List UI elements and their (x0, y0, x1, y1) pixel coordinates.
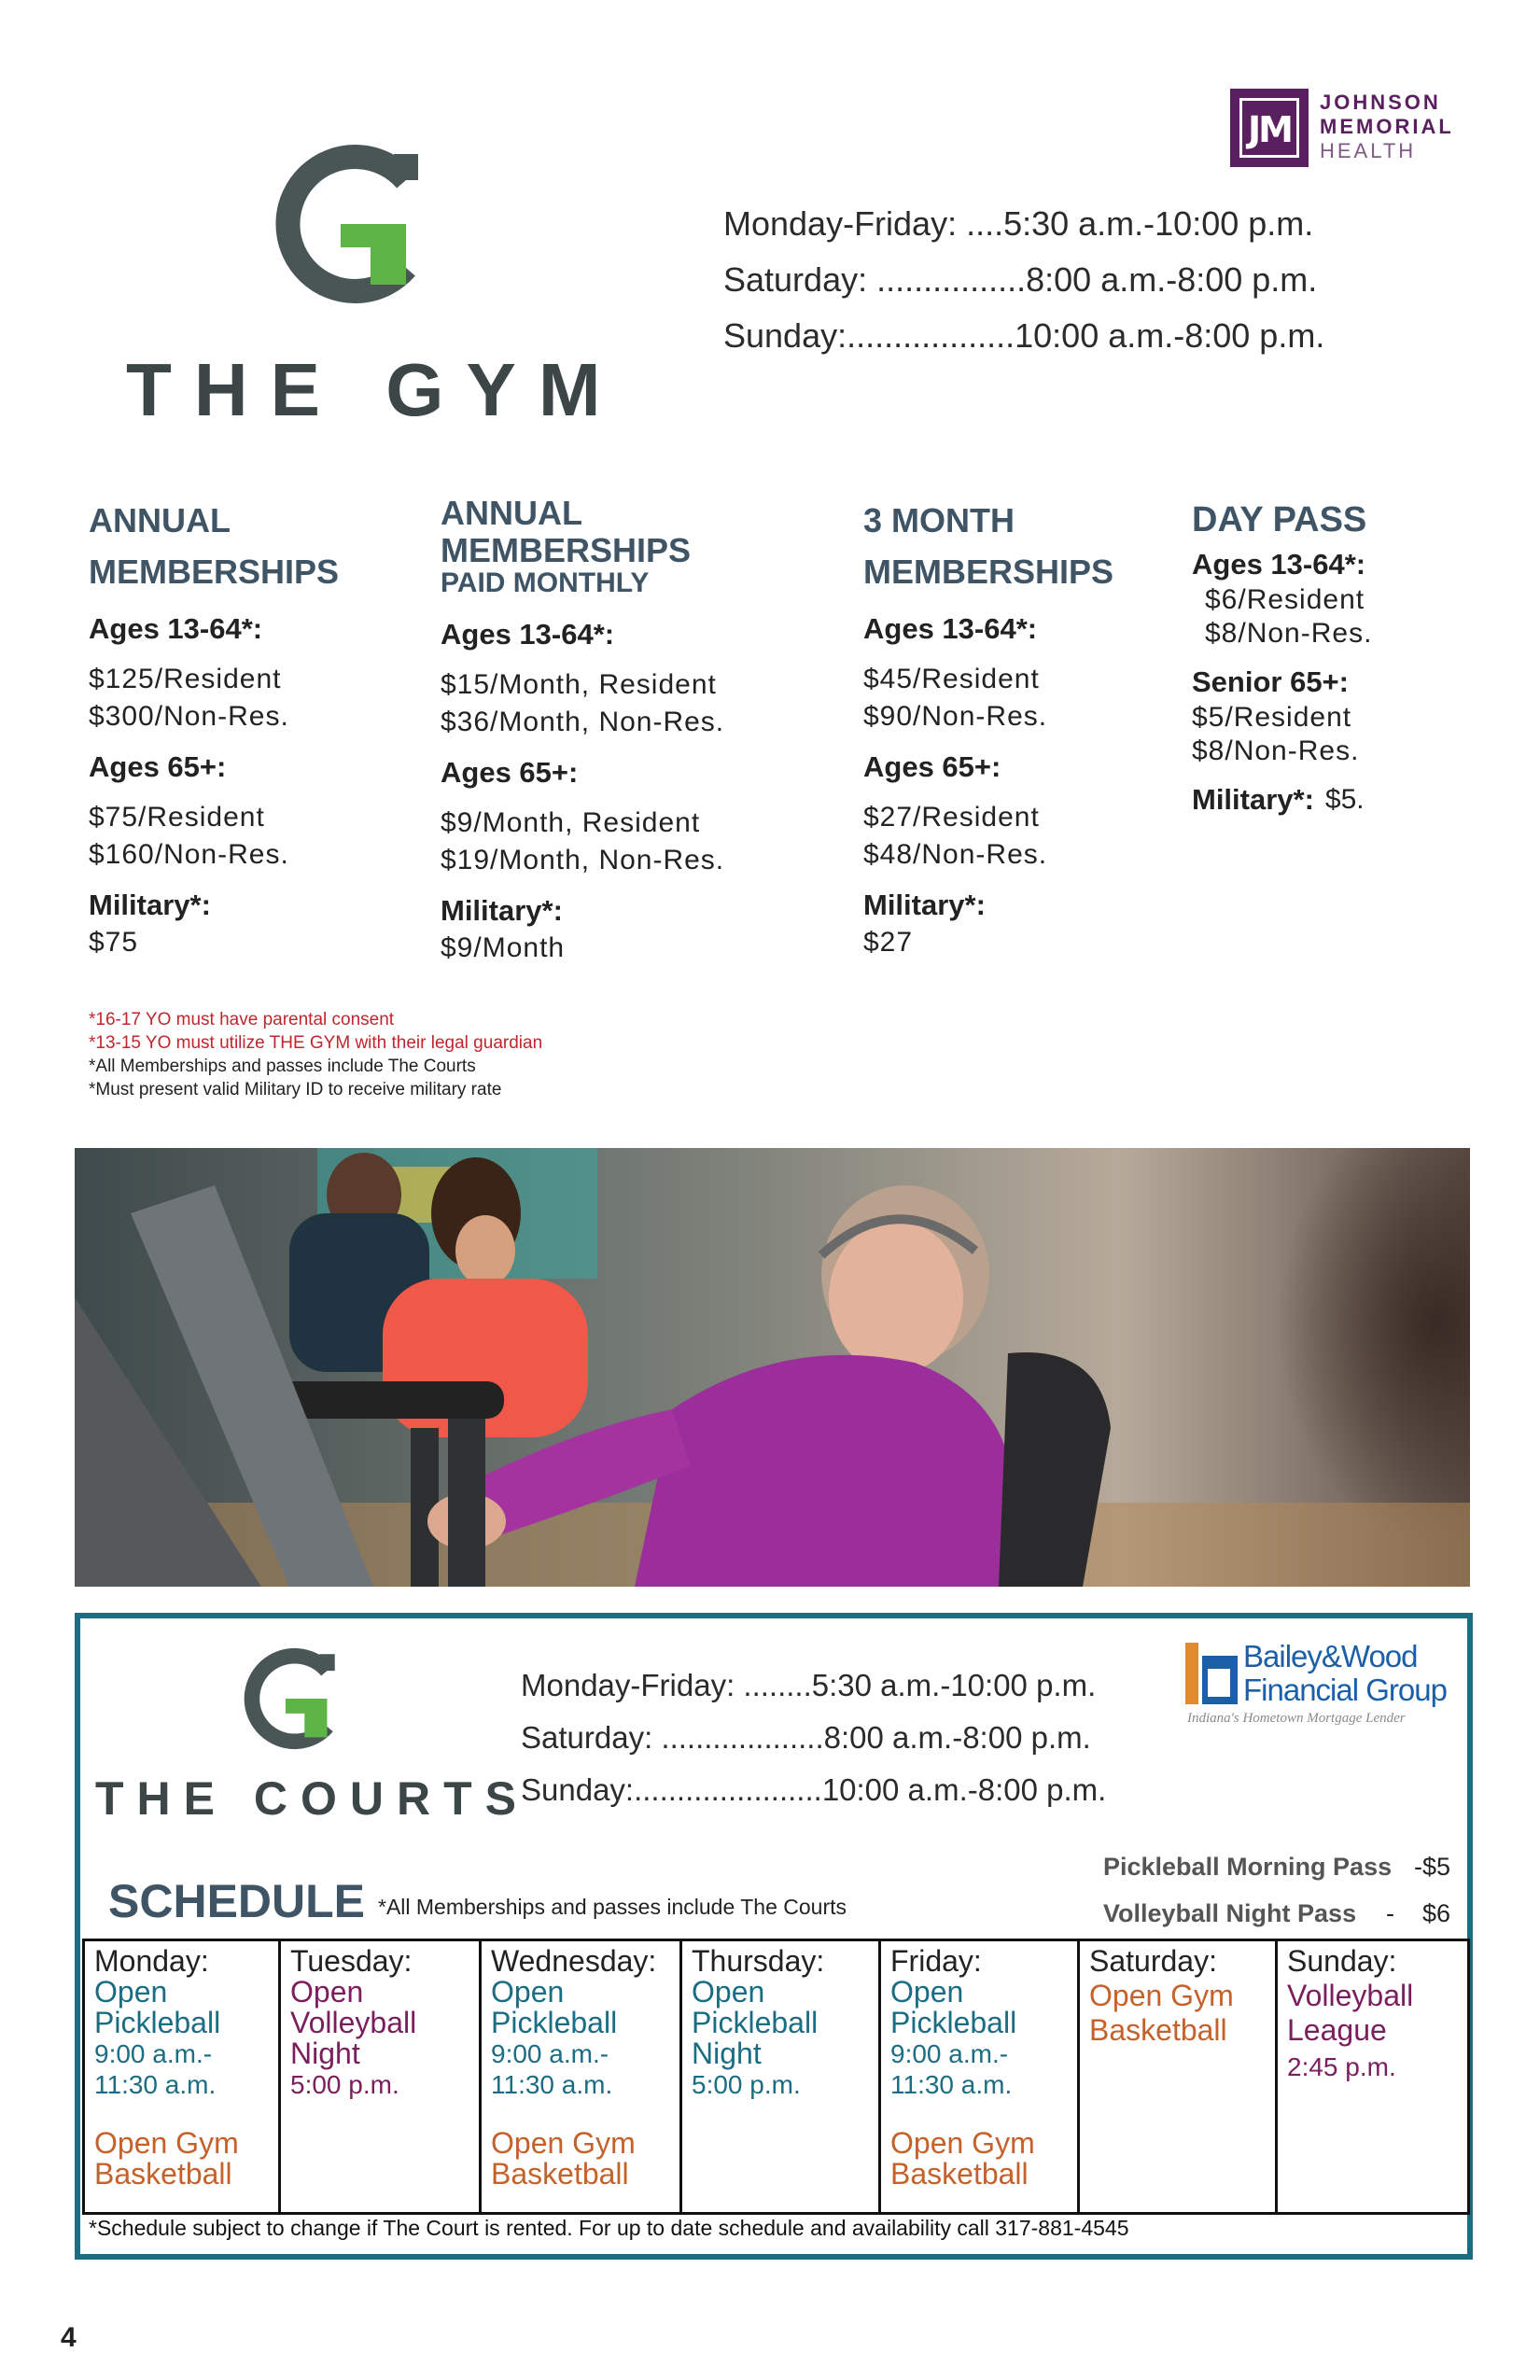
pass-row (1103, 1890, 1450, 1937)
membership-group-label: Ages 65+: (863, 750, 1001, 783)
membership-group-label: Ages 65+: (441, 756, 579, 789)
event-line: Night (290, 2037, 360, 2070)
event-line: Basketball (1089, 2013, 1227, 2047)
price: $5/Resident (1192, 702, 1352, 733)
event-line: Open (290, 1975, 364, 2009)
membership-group-label: Ages 13-64*: (863, 612, 1038, 645)
membership-annual-monthly (441, 495, 833, 967)
day-name: Tuesday: (290, 1944, 413, 1978)
courts-hours-row (521, 1659, 1106, 1712)
membership-group-label: Military*: (89, 889, 211, 921)
note: *16-17 YO must have parental consent (89, 1010, 395, 1029)
hours-time: 8:00 a.m.-8:00 p.m. (1026, 260, 1318, 299)
courts-title: THE COURTS (95, 1772, 529, 1825)
membership-title: ANNUAL MEMBERSHIPS (89, 501, 340, 591)
hours-time: 10:00 a.m.-8:00 p.m. (821, 1772, 1107, 1807)
membership-group-label: Ages 13-64*: (89, 612, 263, 645)
pass-row (1103, 1843, 1450, 1890)
membership-group-label: Military*: (863, 889, 986, 921)
hours-day: Saturday: ................... (521, 1720, 824, 1755)
event-time: 11:30 a.m. (491, 2070, 613, 2099)
price: $6/Resident (1205, 584, 1365, 615)
gym-photo (75, 1148, 1470, 1587)
price: $75/Resident (89, 802, 265, 833)
event-line: Pickleball (890, 2006, 1017, 2039)
event-time: 11:30 a.m. (890, 2070, 1013, 2099)
schedule-footnote: *Schedule subject to change if The Court is rented. For up to date schedule and availability call 317-881-4545 (89, 2216, 1129, 2240)
price: $45/Resident (863, 664, 1040, 694)
event-line: Open (491, 1975, 565, 2009)
membership-group-label: Ages 13-64*: (441, 618, 615, 651)
event-line: Pickleball (94, 2006, 221, 2039)
event-time: 9:00 a.m.- (491, 2039, 609, 2068)
hours-time: 5:30 a.m.-10:00 p.m. (811, 1668, 1097, 1702)
event-line: Volleyball (290, 2006, 417, 2039)
jm-logo-line: JOHNSON (1320, 91, 1441, 114)
schedule-day-thursday (682, 1941, 881, 2212)
event-line: League (1287, 2013, 1387, 2047)
price: $300/Non-Res. (89, 701, 289, 732)
event-line: Volleyball (1287, 1979, 1414, 2012)
day-name: Wednesday: (491, 1944, 657, 1978)
pass-price: - $6 (1385, 1899, 1450, 1927)
courts-g-logo-icon (238, 1647, 336, 1750)
jm-logo-line: HEALTH (1320, 139, 1417, 162)
bailey-wood-logo (1185, 1640, 1447, 1733)
jm-logo-line: MEMORIAL (1320, 115, 1454, 138)
price: $5. (1324, 784, 1365, 815)
event-line: Open Gym (94, 2126, 239, 2160)
event-line: Basketball (491, 2157, 629, 2191)
hours-day: Sunday:.................. (723, 316, 1015, 355)
pass-price: -$5 (1413, 1853, 1450, 1881)
membership-group-label: Military*: (1192, 783, 1314, 816)
page-number: 4 (61, 2322, 77, 2353)
courts-hours-row (521, 1764, 1106, 1816)
price: $75 (89, 927, 139, 958)
bailey-wood-name: Bailey&Wood (1243, 1639, 1418, 1673)
membership-group-label: Senior 65+: (1192, 665, 1349, 698)
pass-name: Volleyball Night Pass (1103, 1899, 1357, 1927)
event-time: 9:00 a.m.- (890, 2039, 1009, 2068)
bailey-wood-mark-icon (1185, 1643, 1238, 1704)
membership-military-row (1192, 781, 1472, 819)
day-name: Thursday: (692, 1944, 825, 1978)
membership-subtitle: PAID MONTHLY (441, 567, 650, 598)
courts-hours (521, 1659, 1106, 1816)
membership-title: DAY PASS (1192, 500, 1367, 539)
hours-day: Monday-Friday: .... (723, 204, 1004, 243)
event-line: Open Gym (1089, 1979, 1234, 2012)
event-line: Pickleball (491, 2006, 618, 2039)
hours-day: Sunday:...................... (521, 1772, 822, 1807)
membership-3-month (863, 495, 1143, 961)
schedule-day-friday (881, 1941, 1080, 2212)
membership-group-label: Ages 65+: (89, 750, 227, 783)
day-name: Sunday: (1287, 1944, 1397, 1978)
bailey-wood-name: Financial Group (1243, 1673, 1447, 1707)
schedule-title: SCHEDULE (108, 1875, 366, 1927)
gym-hours-row (723, 308, 1324, 364)
membership-group-label: Military*: (441, 894, 563, 927)
price: $8/Non-Res. (1192, 735, 1360, 766)
event-time: 11:30 a.m. (94, 2070, 217, 2099)
event-line: Open Gym (890, 2126, 1035, 2160)
day-name: Monday: (94, 1944, 209, 1978)
hours-day: Monday-Friday: ........ (521, 1668, 812, 1702)
price: $15/Month, Resident (441, 669, 717, 700)
hours-time: 10:00 a.m.-8:00 p.m. (1015, 316, 1325, 355)
gym-g-logo-icon (266, 145, 420, 303)
gym-hours (723, 196, 1324, 364)
jm-logo-mark: JM (1230, 89, 1309, 167)
event-line: Open (94, 1975, 168, 2009)
membership-day-pass (1192, 495, 1472, 819)
price: $8/Non-Res. (1205, 618, 1373, 649)
membership-notes (89, 1008, 542, 1101)
price: $9/Month, Resident (441, 807, 701, 838)
event-time: 5:00 p.m. (692, 2070, 801, 2099)
note: *All Memberships and passes include The Courts (89, 1057, 476, 1076)
price: $9/Month (441, 932, 566, 963)
courts-hours-row (521, 1712, 1106, 1764)
price: $90/Non-Res. (863, 701, 1048, 732)
price: $27 (863, 927, 914, 958)
event-line: Basketball (890, 2157, 1029, 2191)
pass-name: Pickleball Morning Pass (1103, 1853, 1393, 1881)
day-name: Saturday: (1089, 1944, 1217, 1978)
event-time: 2:45 p.m. (1287, 2052, 1396, 2081)
price: $125/Resident (89, 664, 282, 694)
day-name: Friday: (890, 1944, 982, 1978)
event-line: Open Gym (491, 2126, 636, 2160)
bailey-wood-tagline: Indiana's Hometown Mortgage Lender (1187, 1711, 1406, 1726)
gym-title: THE GYM (126, 348, 623, 431)
membership-group-label: Ages 13-64*: (1192, 548, 1366, 581)
price: $27/Resident (863, 802, 1040, 833)
event-time: 9:00 a.m.- (94, 2039, 213, 2068)
event-time: 5:00 p.m. (290, 2070, 399, 2099)
hours-time: 8:00 a.m.-8:00 p.m. (823, 1720, 1091, 1755)
event-line: Open (890, 1975, 964, 2009)
johnson-memorial-logo (1230, 89, 1473, 171)
schedule-note: *All Memberships and passes include The Courts (378, 1895, 847, 1919)
event-line: Open (692, 1975, 765, 2009)
court-passes (1103, 1843, 1450, 1937)
gym-hours-row (723, 196, 1324, 252)
schedule-day-saturday (1080, 1941, 1278, 2212)
membership-title: 3 MONTH MEMBERSHIPS (863, 501, 1114, 591)
price: $19/Month, Non-Res. (441, 845, 725, 875)
schedule-day-tuesday (281, 1941, 482, 2212)
schedule-day-wednesday (482, 1941, 682, 2212)
hours-day: Saturday: ................ (723, 260, 1027, 299)
hours-time: 5:30 a.m.-10:00 p.m. (1003, 204, 1314, 243)
event-line: Basketball (94, 2157, 232, 2191)
gym-hours-row (723, 252, 1324, 308)
schedule-day-sunday (1278, 1941, 1470, 2212)
price: $48/Non-Res. (863, 839, 1048, 870)
price: $160/Non-Res. (89, 839, 289, 870)
schedule-grid (82, 1939, 1470, 2215)
note: *13-15 YO must utilize THE GYM with their legal guardian (89, 1033, 543, 1053)
event-line: Pickleball (692, 2006, 819, 2039)
membership-title: ANNUAL MEMBERSHIPS (441, 494, 692, 569)
note: *Must present valid Military ID to receive military rate (89, 1080, 502, 1099)
price: $36/Month, Non-Res. (441, 707, 725, 737)
event-line: Night (692, 2037, 762, 2070)
membership-annual (89, 495, 406, 961)
schedule-day-monday (85, 1941, 281, 2212)
